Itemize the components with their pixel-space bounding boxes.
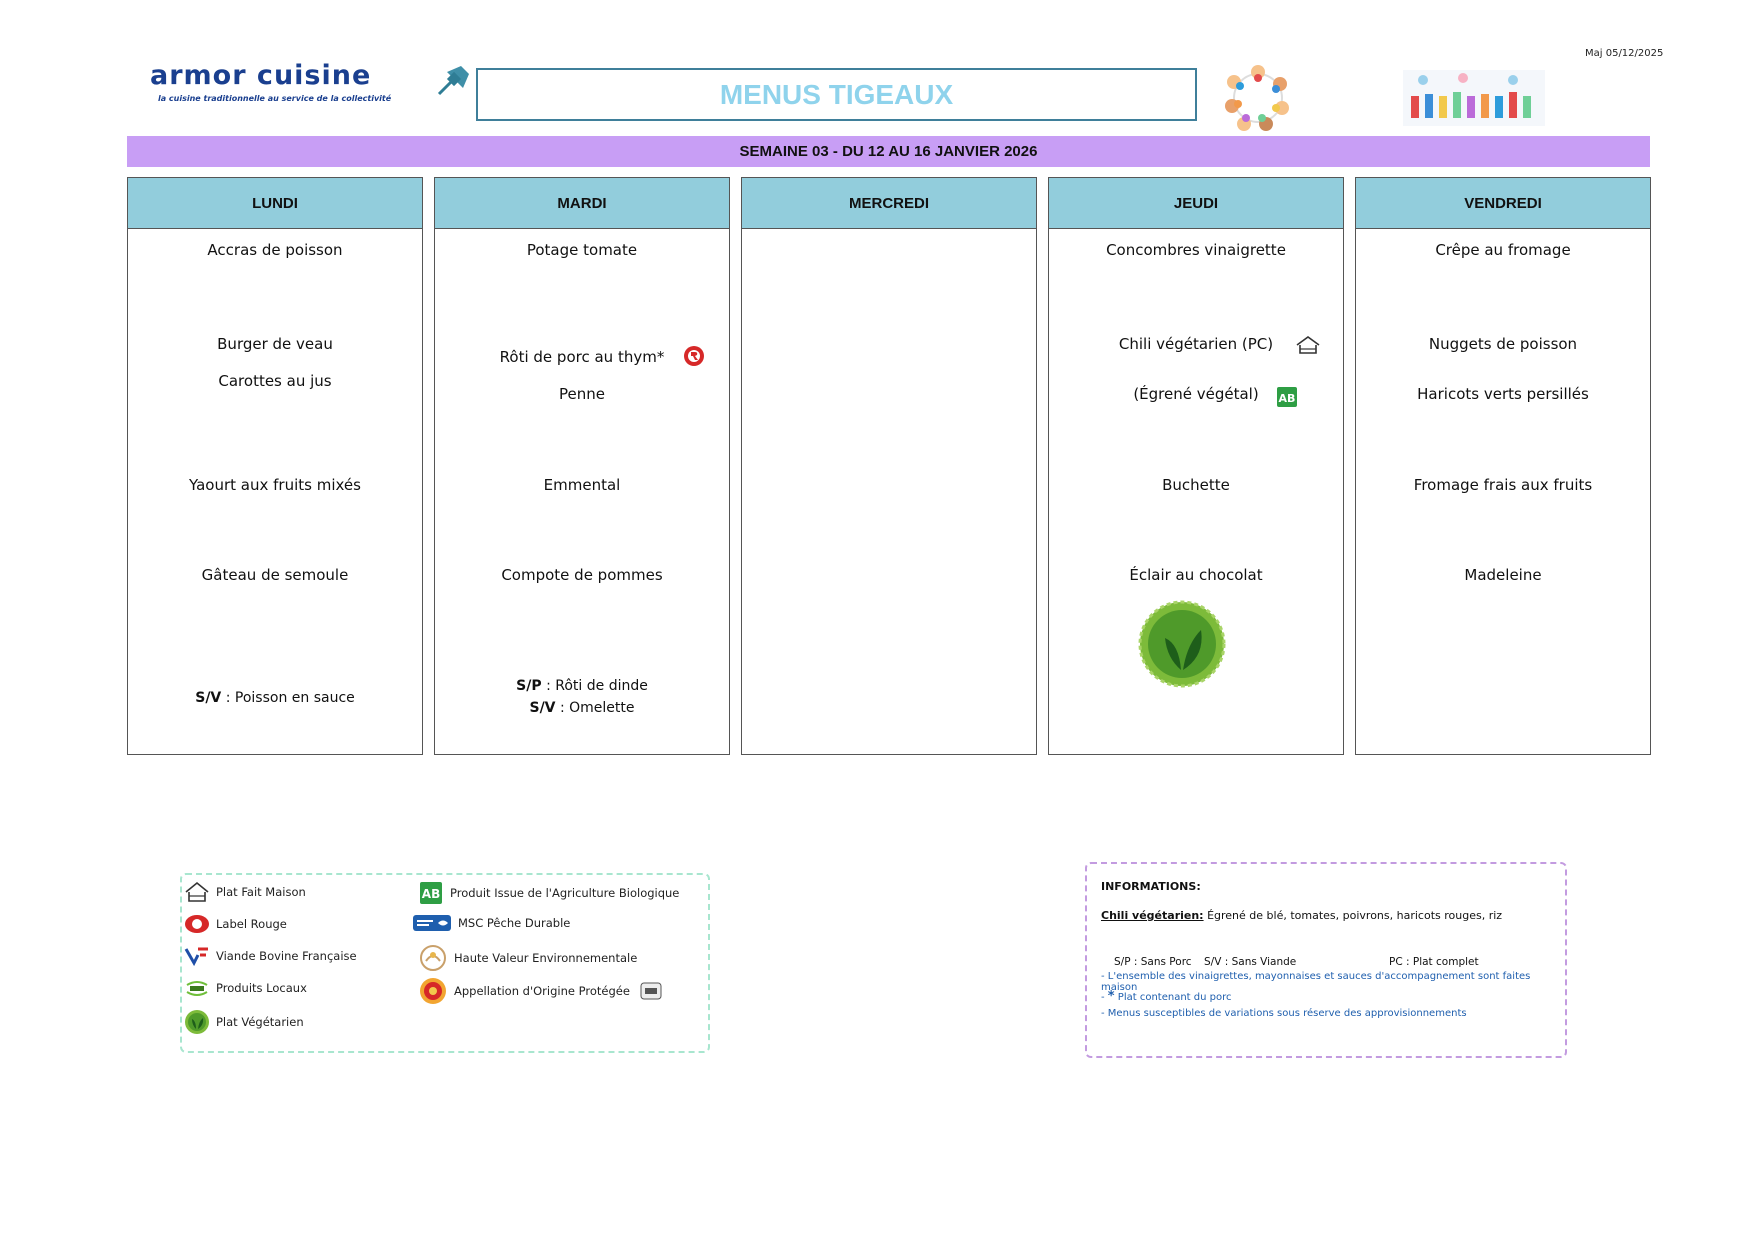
legend-item-vegetarien xyxy=(184,1009,304,1035)
svg-text:AB: AB xyxy=(421,887,441,901)
note-homemade: - L'ensemble des vinaigrettes, mayonnaises et sauces d'accompagnement sont faites maison xyxy=(1101,971,1531,993)
side-dish: (Égrené végétal) xyxy=(1133,385,1259,403)
vegetarian-icon xyxy=(184,1009,210,1035)
starter: Potage tomate xyxy=(526,241,638,259)
abbr-sv: S/V : Sans Viande xyxy=(1204,956,1297,968)
legend-item-vbf xyxy=(184,945,357,967)
svg-text:AB: AB xyxy=(1278,392,1296,405)
legend-item-hve xyxy=(418,945,637,971)
sp-label: S/P xyxy=(516,678,542,694)
dairy: Yaourt aux fruits mixés xyxy=(189,476,361,494)
info-title: INFORMATIONS: xyxy=(1101,880,1201,893)
legend-box xyxy=(180,873,710,1053)
day-header: JEUDI xyxy=(1049,178,1343,229)
day-header: LUNDI xyxy=(128,178,422,229)
legend-item-produits-locaux xyxy=(184,977,307,999)
main-dish: Nuggets de poisson xyxy=(1428,335,1578,353)
msc-icon xyxy=(412,913,452,933)
information-box xyxy=(1085,862,1567,1058)
day-column-jeudi xyxy=(1048,177,1344,755)
starter: Crêpe au fromage xyxy=(1435,241,1571,259)
legend-item-label-rouge xyxy=(184,913,287,935)
chili-label: Chili végétarien: xyxy=(1101,909,1204,922)
legend-item-ab xyxy=(418,881,679,905)
legend-label: Plat Végétarien xyxy=(216,1015,304,1029)
children-circle-image xyxy=(1222,62,1294,134)
label-rouge-icon xyxy=(682,344,706,368)
pushpin-icon xyxy=(435,62,473,98)
ab-icon xyxy=(418,881,444,905)
day-column-mardi xyxy=(434,177,730,755)
side-dish: Carottes au jus xyxy=(218,372,332,390)
day-column-lundi xyxy=(127,177,423,755)
house-icon xyxy=(1295,335,1321,355)
info-chili xyxy=(1101,909,1502,922)
sv-label: S/V xyxy=(195,690,222,706)
sv-line: S/V : Omelette xyxy=(529,700,635,716)
day-column-vendredi xyxy=(1355,177,1651,755)
vegetarian-icon xyxy=(1131,600,1233,688)
page-title: MENUS TIGEAUX xyxy=(719,78,954,110)
dessert: Compote de pommes xyxy=(501,566,663,584)
day-header: MARDI xyxy=(435,178,729,229)
abbr-pc: PC : Plat complet xyxy=(1389,956,1479,968)
legend-label: Produits Locaux xyxy=(216,981,307,995)
day-column-mercredi xyxy=(741,177,1037,755)
sp-dish: Rôti de dinde xyxy=(555,678,648,694)
vbf-icon xyxy=(184,945,210,967)
ab-icon xyxy=(1276,386,1298,408)
sp-line: S/P : Rôti de dinde xyxy=(516,678,648,694)
sv-dish: Omelette xyxy=(569,700,635,716)
legend-label: Plat Fait Maison xyxy=(216,885,306,899)
legend-item-msc xyxy=(412,913,570,933)
note-pork: - * Plat contenant du porc xyxy=(1101,989,1232,1004)
week-label: SEMAINE 03 - DU 12 AU 16 JANVIER 2026 xyxy=(739,143,1038,160)
legend-label: Viande Bovine Française xyxy=(216,949,357,963)
dairy: Emmental xyxy=(543,476,621,494)
side-dish: Haricots verts persillés xyxy=(1417,385,1589,403)
legend-item-fait-maison xyxy=(184,881,306,903)
sv-label: S/V xyxy=(529,700,556,716)
dairy: Fromage frais aux fruits xyxy=(1413,476,1593,494)
note-variations: - Menus susceptibles de variations sous réserve des approvisionnements xyxy=(1101,1008,1467,1019)
legend-label: Label Rouge xyxy=(216,917,287,931)
badge-icon xyxy=(640,982,662,1000)
dessert: Éclair au chocolat xyxy=(1129,566,1263,584)
main-dish: Chili végétarien (PC) xyxy=(1118,335,1274,353)
main-dish: Rôti de porc au thym* xyxy=(499,348,665,366)
children-drawing-image xyxy=(1403,70,1545,126)
abbr-sp: S/P : Sans Porc xyxy=(1114,956,1192,968)
label-rouge-icon xyxy=(184,913,210,935)
note-pork-text: Plat contenant du porc xyxy=(1117,992,1232,1003)
side-dish: Penne xyxy=(559,385,605,403)
logo-name: armor cuisine xyxy=(150,60,372,91)
legend-label: Haute Valeur Environnementale xyxy=(454,951,638,965)
produits-locaux-icon xyxy=(184,977,210,999)
dessert: Gâteau de semoule xyxy=(201,566,349,584)
day-header: MERCREDI xyxy=(742,178,1036,229)
update-date: Maj 05/12/2025 xyxy=(1585,48,1664,59)
legend-label: Appellation d'Origine Protégée xyxy=(454,984,630,998)
week-bar xyxy=(127,136,1650,167)
logo-tagline: la cuisine traditionnelle au service de la collectivité xyxy=(158,94,392,103)
legend-label: Produit Issue de l'Agriculture Biologique xyxy=(450,886,680,900)
dairy: Buchette xyxy=(1162,476,1230,494)
starter: Concombres vinaigrette xyxy=(1106,241,1286,259)
substitute-line: S/V : Poisson en sauce xyxy=(195,690,355,706)
chili-text: Égrené de blé, tomates, poivrons, haricots rouges, riz xyxy=(1203,909,1503,922)
sv-dish: Poisson en sauce xyxy=(234,690,355,706)
hve-icon xyxy=(418,945,448,971)
dessert: Madeleine xyxy=(1464,566,1542,584)
legend-label: MSC Pêche Durable xyxy=(458,916,571,930)
starter: Accras de poisson xyxy=(207,241,343,259)
main-dish: Burger de veau xyxy=(217,335,333,353)
day-header: VENDREDI xyxy=(1356,178,1650,229)
legend-item-aop xyxy=(418,977,668,1005)
house-icon xyxy=(184,881,210,903)
aop-icon xyxy=(418,977,448,1005)
title-box xyxy=(476,68,1197,121)
